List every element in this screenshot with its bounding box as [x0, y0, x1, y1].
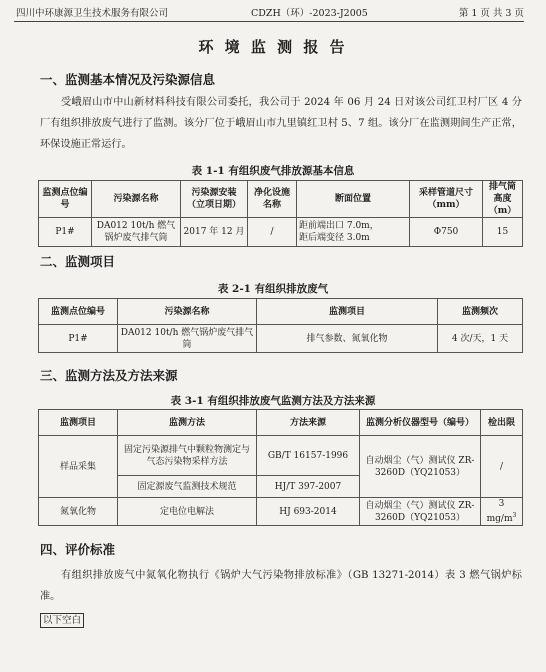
t1-position [297, 218, 410, 247]
header-org: 四川中环康源卫生技术服务有限公司 [16, 8, 169, 19]
t3-r1-item: 样品采集 [39, 436, 118, 498]
t3-r2-method: 定电位电解法 [118, 498, 257, 526]
section-2-heading: 二、监测项目 [40, 254, 116, 269]
t2-point: P1# [39, 325, 118, 353]
t1-point: P1# [39, 218, 92, 247]
header-code: CDZH（环）-2023-J2005 [251, 8, 368, 19]
t3-r1-source2: HJ/T 397-2007 [257, 476, 360, 498]
table-row [39, 325, 523, 353]
t1-h-date: 污染源安装（立项日期） [181, 181, 248, 218]
t3-h-source: 方法来源 [257, 410, 360, 436]
t2-h-item: 监测项目 [257, 299, 438, 325]
t1-h-height: 排气筒高度（m） [483, 181, 523, 218]
report-title: 环 境 监 测 报 告 [198, 38, 348, 56]
t1-h-source: 污染源名称 [92, 181, 181, 218]
t3-r2-limit [481, 498, 523, 526]
table-3-caption: 表 3-1 有组织排放废气监测方法及方法来源 [170, 395, 376, 407]
t3-r1-limit: / [481, 436, 523, 498]
table-1 [38, 180, 523, 247]
section-4-heading: 四、评价标准 [40, 542, 116, 557]
t1-h-position: 断面位置 [297, 181, 410, 218]
t1-position-line1: 距前端出口 7.0m， [299, 221, 379, 231]
section-1-paragraph: 受峨眉山市中山新材料科技有限公司委托，我公司于 2024 年 06 月 24 日对该公司红卫村厂区 4 分厂有组织排放废气进行了监测。该分厂位于峨眉山市九里镇红卫村 5、7 组。该分厂在监测期间生产正常，环保设施正常运行。 [40, 97, 522, 150]
section-3-heading: 三、监测方法及方法来源 [40, 368, 178, 383]
t1-h-point: 监测点位编号 [39, 181, 92, 218]
t3-h-limit: 检出限 [481, 410, 523, 436]
t3-r1-instrument: 自动烟尘（气）测试仪 ZR-3260D（YQ21053） [360, 436, 481, 498]
t1-facility: / [248, 218, 297, 247]
table-3-header-row [39, 410, 523, 436]
section-1-heading: 一、监测基本情况及污染源信息 [40, 72, 216, 87]
t2-freq: 4 次/天，1 天 [438, 325, 523, 353]
t1-h-facility: 净化设施名称 [248, 181, 297, 218]
t3-r2-limit-value: 3 [498, 499, 505, 509]
table-2 [38, 298, 523, 353]
t1-height: 15 [483, 218, 523, 247]
table-2-header-row [39, 299, 523, 325]
table-1-header-row [39, 181, 523, 218]
t3-r2-source: HJ 693-2014 [257, 498, 360, 526]
table-3 [38, 409, 523, 526]
t3-h-method: 监测方法 [118, 410, 257, 436]
t3-r2-limit-unit [483, 510, 520, 525]
t1-h-size: 采样管道尺寸（mm） [410, 181, 483, 218]
blank-below-mark: 以下空白 [40, 613, 84, 628]
t3-h-instrument: 监测分析仪器型号（编号） [360, 410, 481, 436]
t3-r2-instrument: 自动烟尘（气）测试仪 ZR-3260D（YQ21053） [360, 498, 481, 526]
t3-r2-limit-unit-base: mg/m [486, 514, 513, 524]
table-row [39, 498, 523, 526]
t2-item: 排气参数、氮氧化物 [257, 325, 438, 353]
t1-position-line2: 距后端变径 3.0m [299, 233, 370, 243]
table-1-caption: 表 1-1 有组织废气排放源基本信息 [191, 165, 355, 177]
t3-r2-item: 氮氧化物 [39, 498, 118, 526]
page-header [14, 7, 524, 22]
t2-h-source: 污染源名称 [118, 299, 257, 325]
t3-r1-method1: 固定污染源排气中颗粒物测定与气态污染物采样方法 [118, 436, 257, 476]
table-2-caption: 表 2-1 有组织排放废气 [217, 283, 329, 295]
t1-size: Φ750 [410, 218, 483, 247]
table-row [39, 436, 523, 476]
table-row [39, 218, 523, 247]
t1-date: 2017 年 12 月 [181, 218, 248, 247]
section-4-paragraph: 有组织排放废气中氮氧化物执行《锅炉大气污染物排放标准》（GB 13271-2014）表 3 燃气锅炉标准。 [40, 570, 522, 602]
t3-r1-source1: GB/T 16157-1996 [257, 436, 360, 476]
t2-h-freq: 监测频次 [438, 299, 523, 325]
t3-r1-method2: 固定源废气监测技术规范 [118, 476, 257, 498]
t1-source: DA012 10t/h 燃气锅炉废气排气筒 [92, 218, 181, 247]
t3-h-item: 监测项目 [39, 410, 118, 436]
t2-h-point: 监测点位编号 [39, 299, 118, 325]
t3-r2-limit-unit-sup: 3 [512, 512, 517, 519]
header-page: 第 1 页 共 3 页 [458, 8, 524, 19]
t2-source: DA012 10t/h 燃气锅炉废气排气筒 [118, 325, 257, 353]
